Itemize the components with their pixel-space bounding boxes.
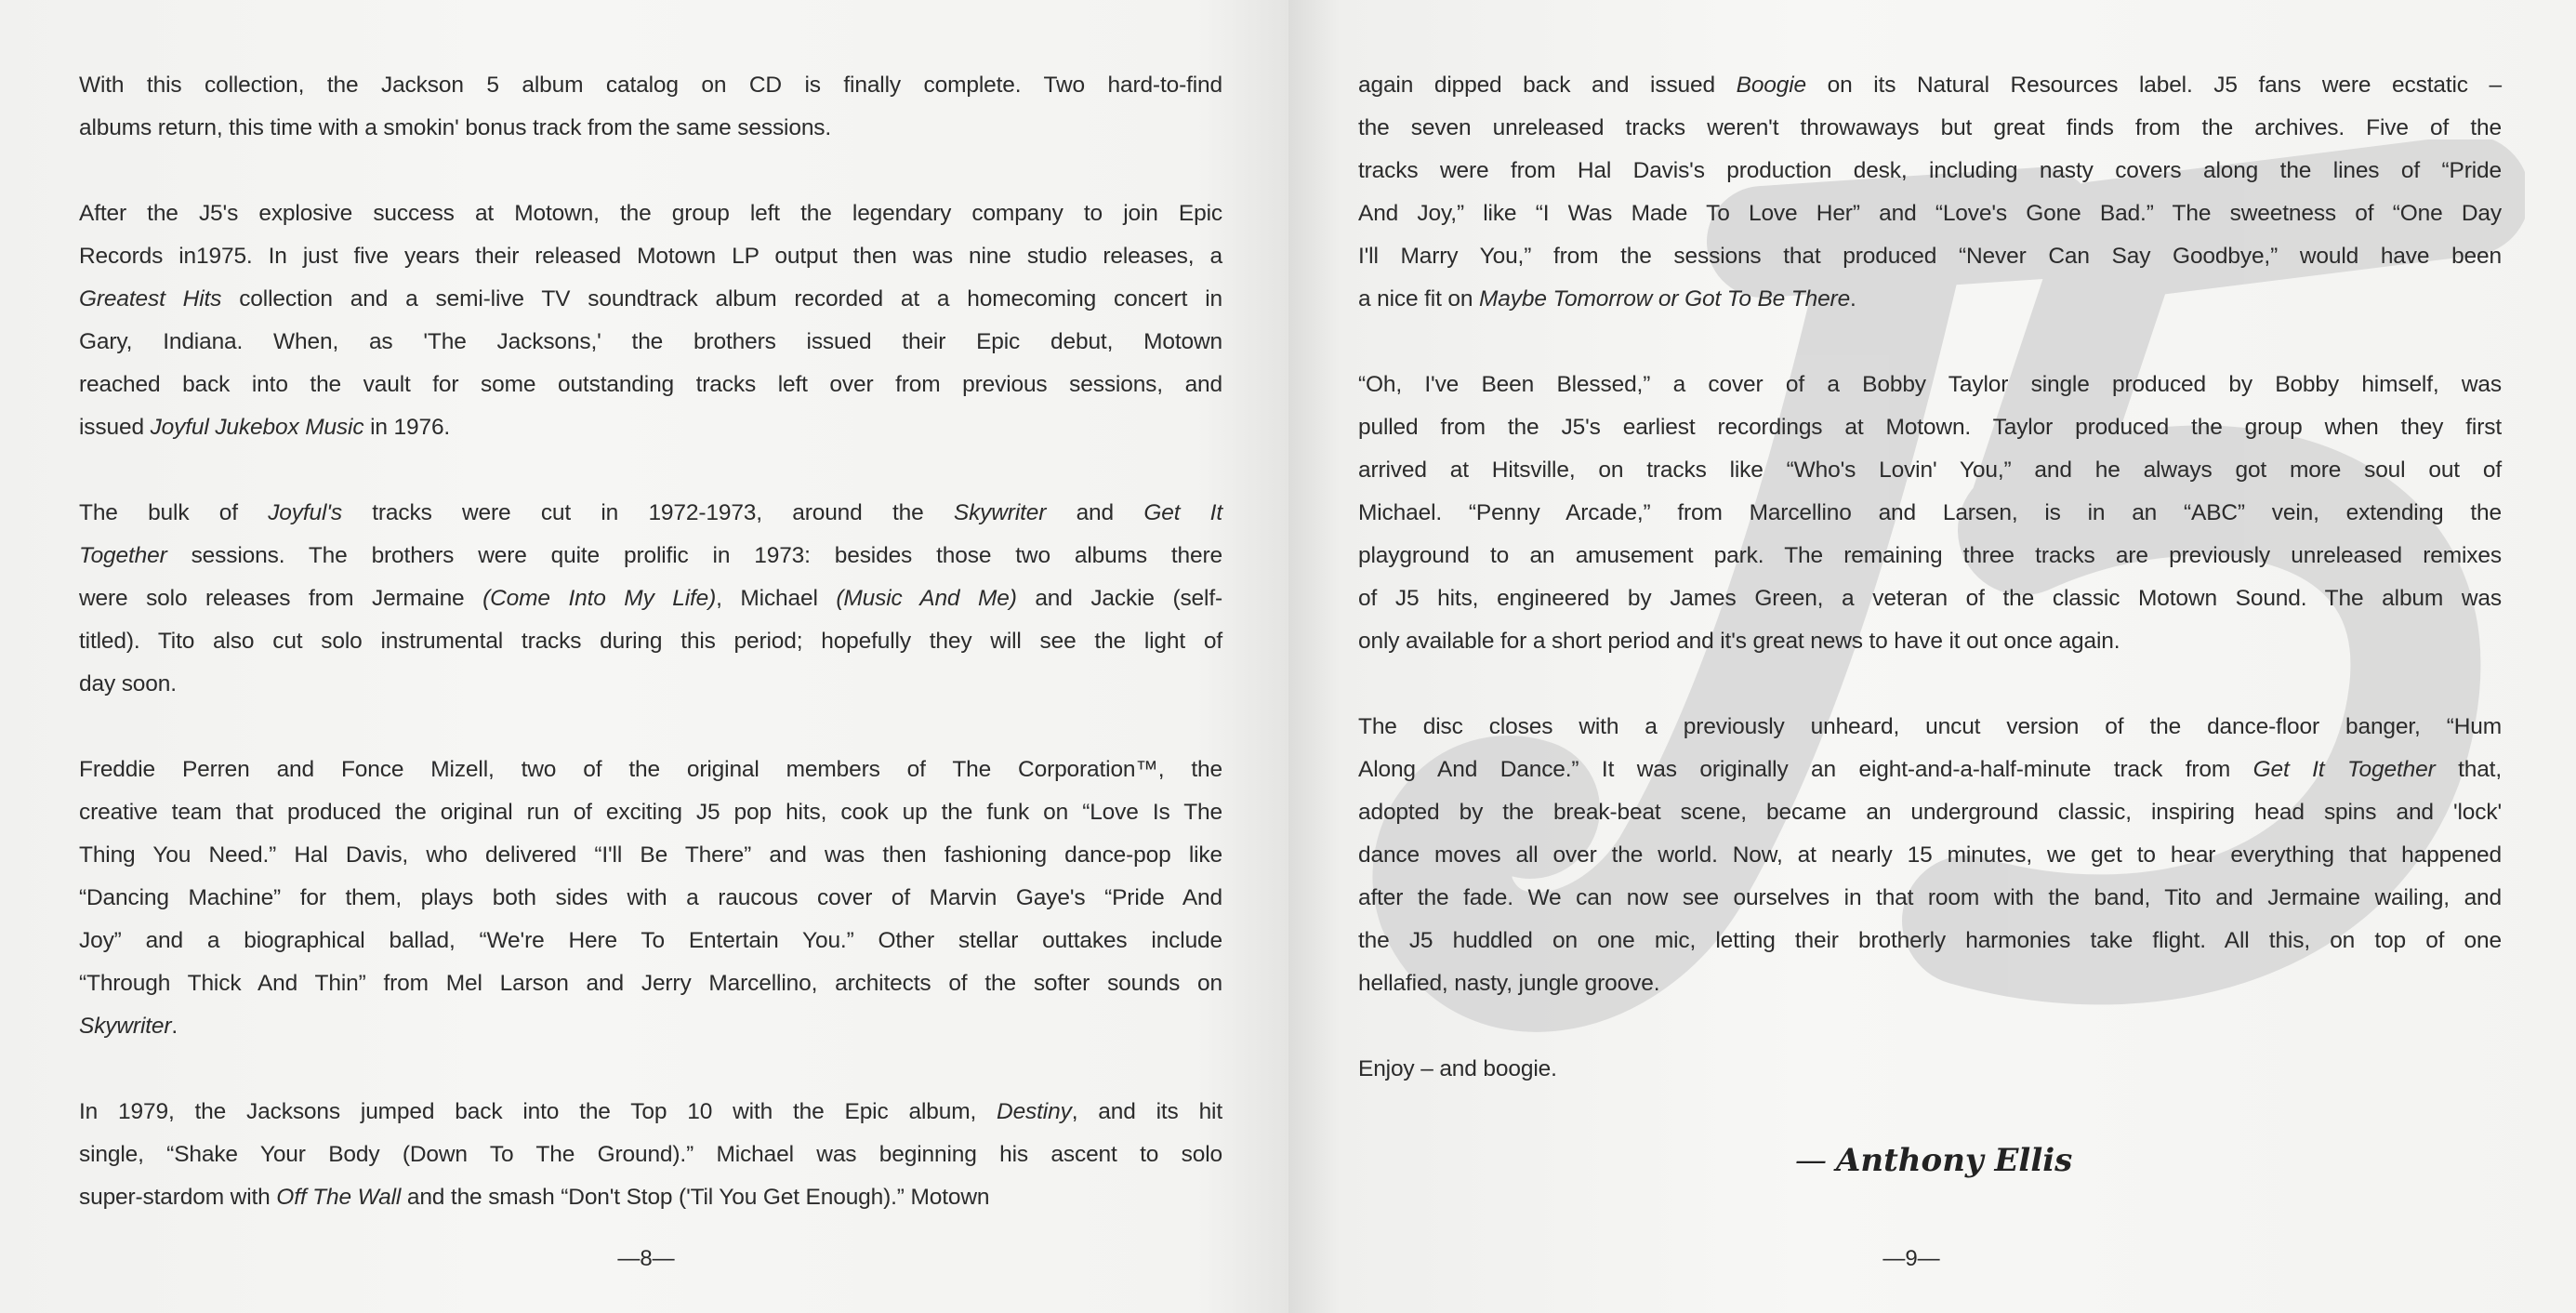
text-run: arrived at Hitsville, on tracks like “Who's Lovin' You,” and he always got more soul out of <box>1358 458 2502 483</box>
text-run: Records in1975. In just five years their released Motown LP output then was nine studio releases, a <box>79 244 1222 269</box>
paragraph <box>1358 364 2502 663</box>
text-line <box>79 1134 1222 1176</box>
text-run: Freddie Perren and Fonce Mizell, two of the original members of The Corporation™, the <box>79 757 1222 782</box>
text-run: the J5 huddled on one mic, letting their brotherly harmonies take flight. All this, on top of one <box>1358 928 2502 953</box>
text-line <box>1358 706 2502 749</box>
text-run: dance moves all over the world. Now, at nearly 15 minutes, we get to hear everything that happened <box>1358 842 2502 868</box>
text-line <box>1358 749 2502 791</box>
text-run: the seven unreleased tracks weren't throwaways but great finds from the archives. Five of the <box>1358 115 2502 140</box>
text-run: albums return, this time with a smokin' bonus track from the same sessions. <box>79 115 832 140</box>
text-line <box>79 962 1222 1005</box>
left-text-column <box>79 64 1222 1262</box>
text-run: were solo releases from Jermaine <box>79 586 483 611</box>
italic-title: Get It Together <box>2252 757 2436 782</box>
italic-title: Joyful's <box>268 500 342 525</box>
text-line <box>79 107 1222 150</box>
text-run: hellafied, nasty, jungle groove. <box>1358 971 1660 996</box>
italic-title: Maybe Tomorrow or Got To Be There <box>1479 286 1851 312</box>
italic-title: (Come Into My Life) <box>482 586 717 611</box>
paragraph <box>79 492 1222 706</box>
text-run: Joy” and a biographical ballad, “We're Here To Entertain You.” Other stellar outtakes include <box>79 928 1222 953</box>
text-run: “Dancing Machine” for them, plays both sides with a raucous cover of Marvin Gaye's “Pride And <box>79 885 1222 910</box>
text-run: With this collection, the Jackson 5 album catalog on CD is finally complete. Two hard-to-find <box>79 73 1222 98</box>
text-line <box>79 663 1222 706</box>
text-run: collection and a semi-live TV soundtrack album recorded at a homecoming concert in <box>221 286 1222 312</box>
text-line <box>1358 235 2502 278</box>
text-line <box>1358 877 2502 920</box>
text-line <box>1358 192 2502 235</box>
text-line <box>79 406 1222 449</box>
text-run: And Joy,” like “I Was Made To Love Her” and “Love's Gone Bad.” The sweetness of “One Day <box>1358 201 2502 226</box>
text-run: on its Natural Resources label. J5 fans were ecstatic – <box>1806 73 2502 98</box>
paragraph <box>1358 1048 2502 1091</box>
text-run: single, “Shake Your Body (Down To The Ground).” Michael was beginning his ascent to solo <box>79 1142 1222 1167</box>
page-right <box>1288 0 2576 1313</box>
text-run: that, <box>2435 757 2502 782</box>
text-run: reached back into the vault for some outstanding tracks left over from previous sessions, and <box>79 372 1222 397</box>
text-run: Thing You Need.” Hal Davis, who delivered “I'll Be There” and was then fashioning dance-pop like <box>79 842 1222 868</box>
signature-name: Anthony Ellis <box>1836 1142 2073 1179</box>
text-run: . <box>171 1014 178 1039</box>
text-run: and <box>1046 500 1144 525</box>
italic-title: Joyful Jukebox Music <box>150 415 364 440</box>
text-run: and the smash “Don't Stop ('Til You Get Enough).” Motown <box>401 1185 990 1210</box>
text-run: The bulk of <box>79 500 269 525</box>
text-run: super-stardom with <box>79 1185 277 1210</box>
text-line <box>1358 364 2502 406</box>
text-run: adopted by the break-beat scene, became an underground classic, inspiring head spins and 'lock' <box>1358 800 2502 825</box>
paragraph <box>79 749 1222 1048</box>
text-line <box>1358 620 2502 663</box>
text-line <box>1358 834 2502 877</box>
text-run: Enjoy – and boogie. <box>1358 1056 1557 1081</box>
italic-title: (Music And Me) <box>836 586 1017 611</box>
italic-title: Skywriter <box>953 500 1047 525</box>
text-run: Along And Dance.” It was originally an eight-and-a-half-minute track from <box>1358 757 2253 782</box>
text-run: , and its hit <box>1071 1099 1223 1124</box>
text-run: Michael. “Penny Arcade,” from Marcellino and Larsen, is in an “ABC” vein, extending the <box>1358 500 2502 525</box>
text-line <box>1358 406 2502 449</box>
text-line <box>79 749 1222 791</box>
text-line <box>1358 492 2502 535</box>
text-line <box>1358 449 2502 492</box>
paragraph <box>1358 706 2502 1005</box>
text-line <box>79 920 1222 962</box>
page-number: —9— <box>1882 1246 1940 1271</box>
paragraph <box>79 64 1222 150</box>
text-run: , Michael <box>716 586 837 611</box>
text-line <box>1358 1048 2502 1091</box>
text-run: In 1979, the Jacksons jumped back into the Top 10 with the Epic album, <box>79 1099 997 1124</box>
text-run: Gary, Indiana. When, as 'The Jacksons,' the brothers issued their Epic debut, Motown <box>79 329 1222 354</box>
text-run: creative team that produced the original run of exciting J5 pop hits, cook up the funk on “Love Is The <box>79 800 1222 825</box>
text-run: playground to an amusement park. The remaining three tracks are previously unreleased remixes <box>1358 543 2502 568</box>
paragraph <box>79 1091 1222 1219</box>
text-run: titled). Tito also cut solo instrumental tracks during this period; hopefully they will see the light of <box>79 629 1222 654</box>
text-line <box>79 192 1222 235</box>
text-run: “Through Thick And Thin” from Mel Larson and Jerry Marcellino, architects of the softer sounds on <box>79 971 1222 996</box>
text-line <box>1358 64 2502 107</box>
text-line <box>79 877 1222 920</box>
text-run: day soon. <box>79 671 177 696</box>
text-run: issued <box>79 415 151 440</box>
text-line <box>79 577 1222 620</box>
italic-title: Destiny <box>997 1099 1072 1124</box>
text-line <box>79 535 1222 577</box>
text-line <box>1358 577 2502 620</box>
signature-dash: — <box>1795 1142 1827 1179</box>
text-line <box>79 1091 1222 1134</box>
text-line <box>79 278 1222 321</box>
italic-title: Skywriter <box>79 1014 172 1039</box>
text-run: tracks were cut in 1972-1973, around the <box>341 500 954 525</box>
text-run: sessions. The brothers were quite prolific in 1973: besides those two albums there <box>166 543 1222 568</box>
text-line <box>79 834 1222 877</box>
paragraph <box>79 192 1222 449</box>
italic-title: Get It <box>1143 500 1222 525</box>
text-run: a nice fit on <box>1358 286 1480 312</box>
paragraph <box>1358 64 2502 321</box>
text-run: tracks were from Hal Davis's production desk, including nasty covers along the lines of “Pride <box>1358 158 2502 183</box>
text-line <box>1358 920 2502 962</box>
text-line <box>79 620 1222 663</box>
italic-title: Boogie <box>1736 73 1807 98</box>
right-text-column <box>1358 64 2502 1134</box>
text-line <box>79 791 1222 834</box>
text-run: pulled from the J5's earliest recordings at Motown. Taylor produced the group when they first <box>1358 415 2502 440</box>
text-line <box>1358 278 2502 321</box>
italic-title: Off The Wall <box>276 1185 402 1210</box>
text-line <box>1358 962 2502 1005</box>
text-run: and Jackie (self- <box>1016 586 1222 611</box>
italic-title: Greatest Hits <box>79 286 222 312</box>
text-run: again dipped back and issued <box>1358 73 1737 98</box>
text-line <box>79 364 1222 406</box>
page-number: —8— <box>617 1246 675 1271</box>
text-run: only available for a short period and it's great news to have it out once again. <box>1358 629 2120 654</box>
text-run: of J5 hits, engineered by James Green, a veteran of the classic Motown Sound. The album was <box>1358 586 2502 611</box>
text-run: The disc closes with a previously unheard, uncut version of the dance-floor banger, “Hum <box>1358 714 2502 739</box>
text-run: I'll Marry You,” from the sessions that produced “Never Can Say Goodbye,” would have been <box>1358 244 2502 269</box>
text-line <box>1358 791 2502 834</box>
text-line <box>79 492 1222 535</box>
text-line <box>1358 150 2502 192</box>
text-line <box>79 321 1222 364</box>
text-run: after the fade. We can now see ourselves in that room with the band, Tito and Jermaine wailing, and <box>1358 885 2502 910</box>
author-signature <box>1795 1142 2072 1179</box>
text-line <box>1358 535 2502 577</box>
italic-title: Together <box>79 543 167 568</box>
text-run: in 1976. <box>363 415 451 440</box>
text-line <box>79 235 1222 278</box>
text-run: “Oh, I've Been Blessed,” a cover of a Bobby Taylor single produced by Bobby himself, was <box>1358 372 2502 397</box>
text-run: . <box>1850 286 1856 312</box>
text-line <box>79 1176 1222 1219</box>
text-line <box>1358 107 2502 150</box>
text-run: After the J5's explosive success at Motown, the group left the legendary company to join Epic <box>79 201 1222 226</box>
text-line <box>79 1005 1222 1048</box>
text-line <box>79 64 1222 107</box>
